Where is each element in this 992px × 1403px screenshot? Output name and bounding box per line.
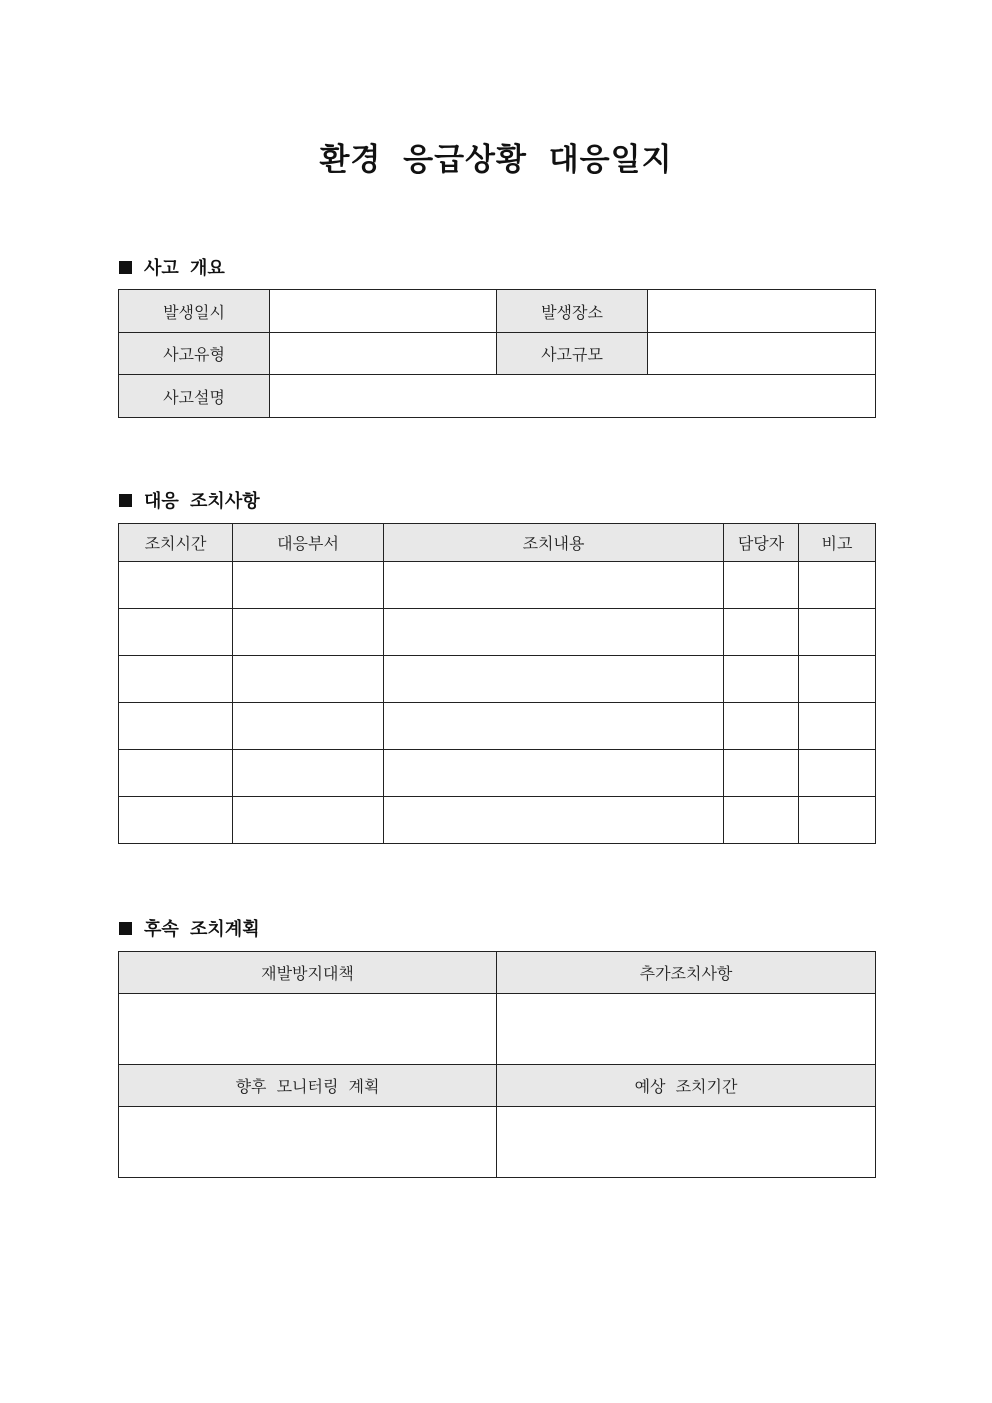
person-in-charge-cell[interactable] bbox=[724, 797, 799, 844]
action-time-cell[interactable] bbox=[119, 797, 233, 844]
action-time-cell[interactable] bbox=[119, 656, 233, 703]
table-header-row bbox=[119, 1065, 876, 1107]
occurred-at-field[interactable] bbox=[270, 290, 497, 333]
action-content-cell[interactable] bbox=[384, 609, 724, 656]
location-label: 발생장소 bbox=[497, 290, 648, 333]
incident-scale-field[interactable] bbox=[648, 333, 876, 375]
action-time-cell[interactable] bbox=[119, 609, 233, 656]
column-header-action-time: 조치시간 bbox=[119, 524, 233, 562]
remarks-cell[interactable] bbox=[799, 703, 876, 750]
table-row bbox=[119, 375, 876, 418]
column-header-person-in-charge: 담당자 bbox=[724, 524, 799, 562]
remarks-cell[interactable] bbox=[799, 750, 876, 797]
person-in-charge-cell[interactable] bbox=[724, 656, 799, 703]
remarks-cell[interactable] bbox=[799, 656, 876, 703]
department-cell[interactable] bbox=[233, 656, 384, 703]
table-row bbox=[119, 750, 876, 797]
person-in-charge-cell[interactable] bbox=[724, 703, 799, 750]
incident-type-label: 사고유형 bbox=[119, 333, 270, 375]
action-time-cell[interactable] bbox=[119, 703, 233, 750]
square-bullet-icon bbox=[119, 494, 132, 507]
person-in-charge-cell[interactable] bbox=[724, 609, 799, 656]
page-title: 환경 응급상황 대응일지 bbox=[319, 142, 673, 178]
section-heading-incident-overview bbox=[119, 254, 225, 280]
person-in-charge-cell[interactable] bbox=[724, 562, 799, 609]
description-label: 사고설명 bbox=[119, 375, 270, 418]
prevention-measures-field[interactable] bbox=[119, 994, 497, 1065]
incident-scale-label: 사고규모 bbox=[497, 333, 648, 375]
table-row bbox=[119, 290, 876, 333]
occurred-at-label: 발생일시 bbox=[119, 290, 270, 333]
expected-period-label: 예상 조치기간 bbox=[497, 1065, 876, 1107]
column-header-remarks: 비고 bbox=[799, 524, 876, 562]
action-time-cell[interactable] bbox=[119, 562, 233, 609]
square-bullet-icon bbox=[119, 261, 132, 274]
department-cell[interactable] bbox=[233, 703, 384, 750]
department-cell[interactable] bbox=[233, 750, 384, 797]
action-content-cell[interactable] bbox=[384, 703, 724, 750]
section-heading-label: 후속 조치계획 bbox=[144, 919, 260, 940]
section-heading-follow-up-plan bbox=[119, 915, 260, 941]
section-heading-response-actions bbox=[119, 487, 260, 513]
table-header-row bbox=[119, 952, 876, 994]
action-content-cell[interactable] bbox=[384, 750, 724, 797]
incident-overview-table bbox=[118, 289, 876, 418]
additional-actions-field[interactable] bbox=[497, 994, 876, 1065]
follow-up-plan-table bbox=[118, 951, 876, 1178]
table-row bbox=[119, 797, 876, 844]
action-content-cell[interactable] bbox=[384, 562, 724, 609]
monitoring-plan-label: 향후 모니터링 계획 bbox=[119, 1065, 497, 1107]
remarks-cell[interactable] bbox=[799, 562, 876, 609]
table-row bbox=[119, 656, 876, 703]
additional-actions-label: 추가조치사항 bbox=[497, 952, 876, 994]
description-field[interactable] bbox=[270, 375, 876, 418]
table-row bbox=[119, 333, 876, 375]
column-header-action-content: 조치내용 bbox=[384, 524, 724, 562]
department-cell[interactable] bbox=[233, 797, 384, 844]
action-content-cell[interactable] bbox=[384, 797, 724, 844]
response-actions-table bbox=[118, 523, 876, 844]
action-time-cell[interactable] bbox=[119, 750, 233, 797]
table-row bbox=[119, 1107, 876, 1178]
person-in-charge-cell[interactable] bbox=[724, 750, 799, 797]
monitoring-plan-field[interactable] bbox=[119, 1107, 497, 1178]
prevention-measures-label: 재발방지대책 bbox=[119, 952, 497, 994]
department-cell[interactable] bbox=[233, 562, 384, 609]
location-field[interactable] bbox=[648, 290, 876, 333]
section-heading-label: 대응 조치사항 bbox=[144, 491, 260, 512]
expected-period-field[interactable] bbox=[497, 1107, 876, 1178]
remarks-cell[interactable] bbox=[799, 797, 876, 844]
column-header-department: 대응부서 bbox=[233, 524, 384, 562]
table-row bbox=[119, 609, 876, 656]
action-content-cell[interactable] bbox=[384, 656, 724, 703]
remarks-cell[interactable] bbox=[799, 609, 876, 656]
table-header-row bbox=[119, 524, 876, 562]
department-cell[interactable] bbox=[233, 609, 384, 656]
table-row bbox=[119, 994, 876, 1065]
table-row bbox=[119, 562, 876, 609]
square-bullet-icon bbox=[119, 922, 132, 935]
incident-type-field[interactable] bbox=[270, 333, 497, 375]
section-heading-label: 사고 개요 bbox=[144, 258, 225, 279]
table-row bbox=[119, 703, 876, 750]
